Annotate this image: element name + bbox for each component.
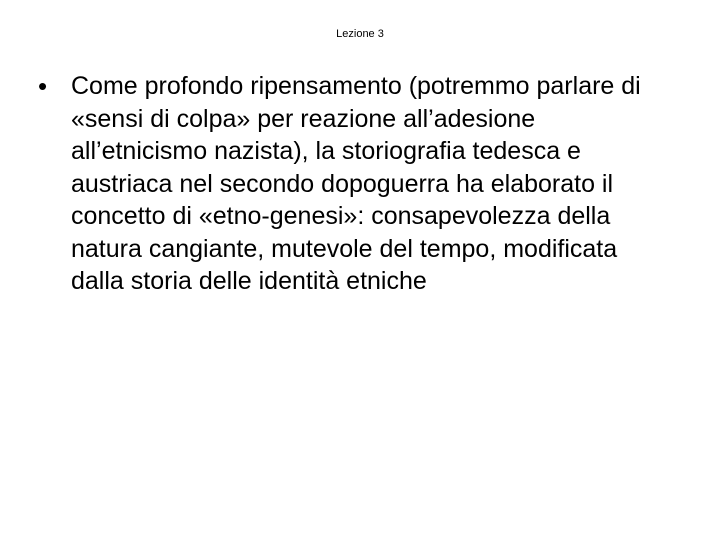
bullet-marker: • [38, 71, 48, 101]
bullet-item [38, 70, 658, 298]
bullet-list [38, 70, 658, 298]
bullet-text: Come profondo ripensamento (potremmo parlare di «sensi di colpa» per reazione all’adesione all’etnicismo nazista), la storiografia tedesca e austriaca nel secondo dopoguerra ha elaborato il concetto di «etno-genesi»: consapevolezza della natura cangiante, mutevole del tempo, modificata dalla storia delle identità etniche [71, 72, 641, 295]
slide-title: Lezione 3 [336, 28, 384, 40]
